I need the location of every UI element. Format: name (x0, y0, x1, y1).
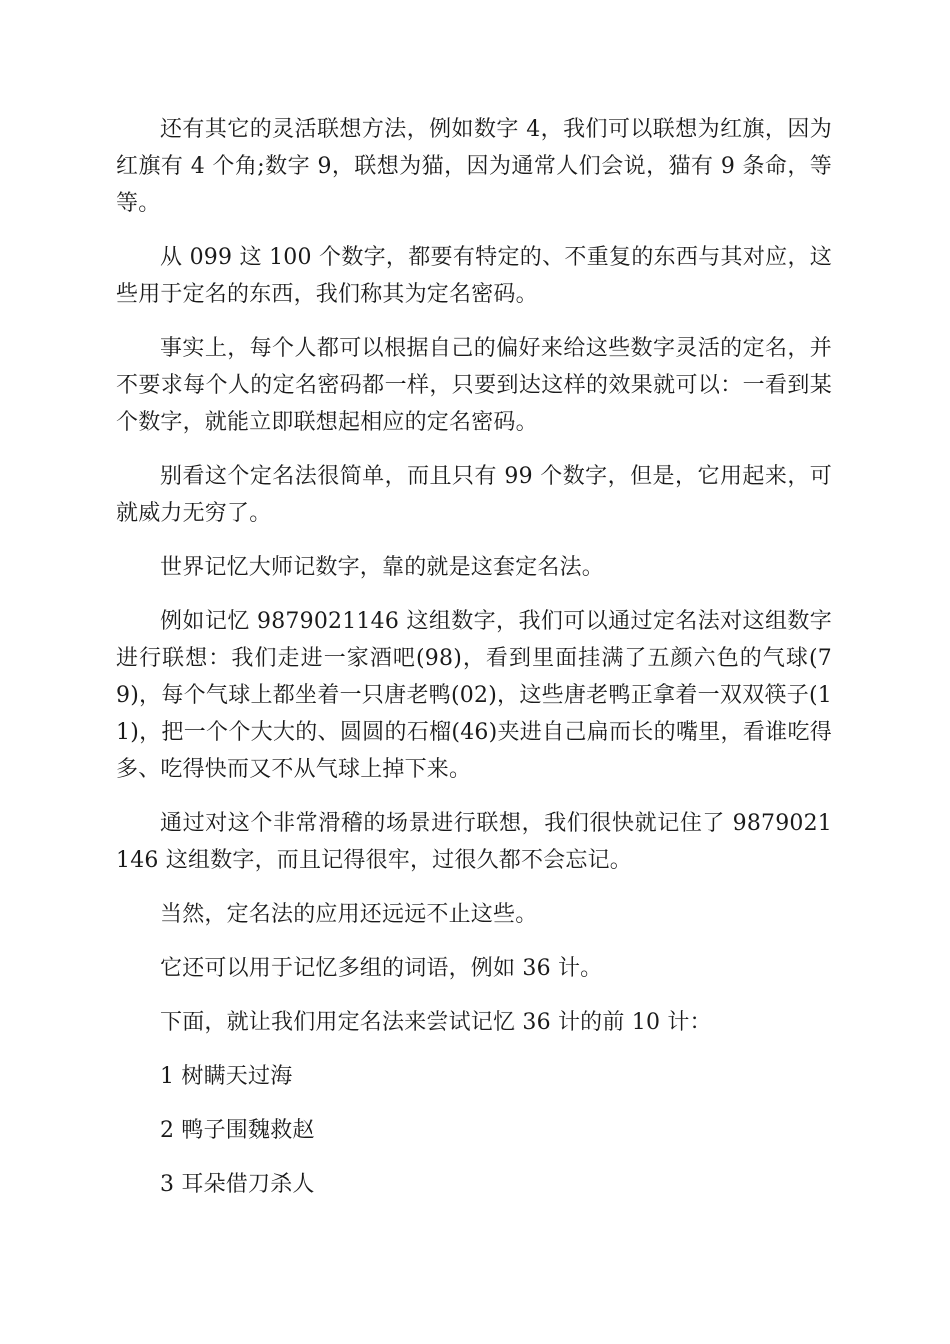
paragraph: 世界记忆大师记数字，靠的就是这套定名法。 (160, 555, 605, 580)
paragraph: 通过对这个非常滑稽的场景进行联想，我们很快就记住了 9879021146 这组数字，而且记得很牢，过很久都不会忘记。 (116, 811, 832, 873)
list-item: 1 树瞒天过海 (160, 1064, 293, 1089)
paragraph: 它还可以用于记忆多组的词语，例如 36 计。 (160, 956, 603, 981)
paragraph: 下面，就让我们用定名法来尝试记忆 36 计的前 10 计： (160, 1010, 712, 1035)
paragraph: 别看这个定名法很简单，而且只有 99 个数字，但是，它用起来，可就威力无穷了。 (116, 464, 832, 526)
paragraph: 还有其它的灵活联想方法，例如数字 4，我们可以联想为红旗，因为红旗有 4 个角;数字 9，联想为猫，因为通常人们会说，猫有 9 条命，等等。 (116, 117, 832, 216)
document-body (116, 111, 832, 1220)
paragraph: 从 099 这 100 个数字，都要有特定的、不重复的东西与其对应，这些用于定名的东西，我们称其为定名密码。 (116, 245, 832, 307)
list-item: 3 耳朵借刀杀人 (160, 1172, 315, 1197)
paragraph: 当然，定名法的应用还远远不止这些。 (160, 902, 538, 927)
paragraph: 例如记忆 9879021146 这组数字，我们可以通过定名法对这组数字进行联想：我们走进一家酒吧(98)，看到里面挂满了五颜六色的气球(79)，每个气球上都坐着一只唐老鸭(02)，这些唐老鸭正拿着一双双筷子(11)，把一个个大大的、圆圆的石榴(46)夹进自己扁而长的嘴里，看谁吃得多、吃得快而又不从气球上掉下来。 (116, 609, 832, 782)
list-item: 2 鸭子围魏救赵 (160, 1118, 315, 1143)
paragraph: 事实上，每个人都可以根据自己的偏好来给这些数字灵活的定名，并不要求每个人的定名密码都一样，只要到达这样的效果就可以：一看到某个数字，就能立即联想起相应的定名密码。 (116, 336, 832, 435)
